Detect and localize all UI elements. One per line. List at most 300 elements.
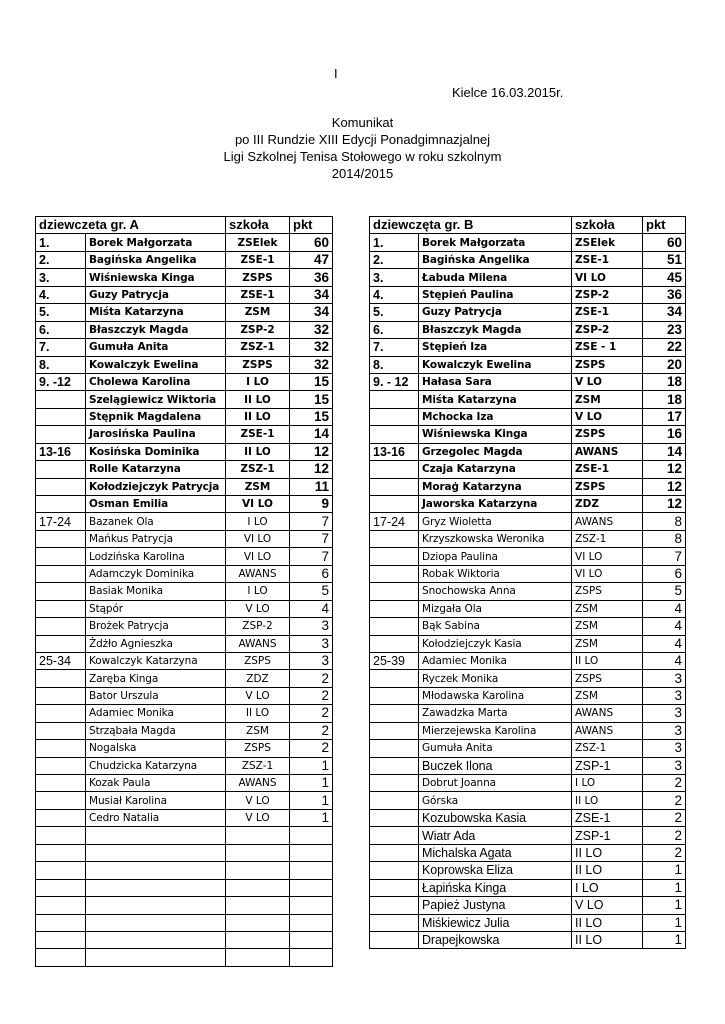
school-cell: V LO (572, 897, 643, 914)
rank-cell (36, 391, 86, 408)
table-row (36, 339, 333, 356)
table-row (370, 775, 686, 792)
points-cell: 11 (290, 478, 333, 495)
rank-cell (36, 408, 86, 425)
school-cell: II LO (226, 391, 290, 408)
points-cell: 8 (643, 513, 686, 530)
table-row (36, 949, 333, 966)
name-cell: Kozak Paula (86, 775, 226, 792)
rank-cell (36, 775, 86, 792)
name-cell: Młodawska Karolina (419, 687, 572, 704)
school-cell: II LO (226, 443, 290, 460)
name-cell: Górska (419, 792, 572, 809)
name-cell: Łabuda Milena (419, 269, 572, 286)
rank-cell (36, 478, 86, 495)
school-cell: I LO (226, 513, 290, 530)
school-cell (226, 862, 290, 879)
rank-cell (370, 565, 419, 582)
name-cell: Krzyszkowska Weronika (419, 530, 572, 547)
rank-cell (36, 461, 86, 478)
name-cell: Nogalska (86, 740, 226, 757)
name-cell: Borek Małgorzata (419, 234, 572, 251)
points-cell: 2 (643, 792, 686, 809)
name-cell: Gumuła Anita (419, 740, 572, 757)
points-cell: 2 (290, 722, 333, 739)
school-cell: AWANS (226, 635, 290, 652)
table-row (36, 304, 333, 321)
points-cell: 7 (643, 548, 686, 565)
rank-cell (36, 722, 86, 739)
school-cell: AWANS (226, 565, 290, 582)
table-row (370, 565, 686, 582)
table-row (370, 286, 686, 303)
header-school: szkoła (572, 217, 643, 234)
points-cell: 9 (290, 496, 333, 513)
name-cell: Kowalczyk Ewelina (419, 356, 572, 373)
points-cell: 18 (643, 391, 686, 408)
name-cell: Kowalczyk Ewelina (86, 356, 226, 373)
rank-cell (36, 949, 86, 966)
table-row (36, 443, 333, 460)
name-cell: Bagińska Angelika (419, 251, 572, 268)
rank-cell (370, 914, 419, 931)
rank-cell (36, 530, 86, 547)
header-points: pkt (290, 217, 333, 234)
table-row (370, 757, 686, 774)
points-cell: 2 (643, 827, 686, 844)
name-cell: Osman Emilia (86, 496, 226, 513)
table-row (370, 931, 686, 948)
school-cell: ZSPS (226, 652, 290, 669)
table-row (370, 792, 686, 809)
group-b-table (369, 216, 686, 949)
school-cell: II LO (572, 792, 643, 809)
table-row (36, 757, 333, 774)
rank-cell (36, 931, 86, 948)
rank-cell: 1. (36, 234, 86, 251)
name-cell: Mierzejewska Karolina (419, 722, 572, 739)
school-cell: ZDZ (572, 496, 643, 513)
table-row (370, 304, 686, 321)
table-row (36, 931, 333, 948)
school-cell: ZSM (226, 304, 290, 321)
table-row (370, 862, 686, 879)
points-cell: 3 (643, 705, 686, 722)
header-group: dziewczęta gr. B (370, 217, 572, 234)
name-cell: Papież Justyna (419, 897, 572, 914)
points-cell (290, 879, 333, 896)
points-cell (290, 949, 333, 966)
name-cell: Kołodziejczyk Patrycja (86, 478, 226, 495)
points-cell: 1 (290, 775, 333, 792)
points-cell: 12 (290, 461, 333, 478)
rank-cell (370, 879, 419, 896)
rank-cell (370, 478, 419, 495)
school-cell (226, 844, 290, 861)
table-row (370, 705, 686, 722)
points-cell: 32 (290, 339, 333, 356)
points-cell: 36 (290, 269, 333, 286)
points-cell: 1 (290, 757, 333, 774)
school-cell: ZSP-2 (226, 618, 290, 635)
points-cell: 15 (290, 373, 333, 390)
name-cell: Gryz Wioletta (419, 513, 572, 530)
header-points: pkt (643, 217, 686, 234)
name-cell: Wiatr Ada (419, 827, 572, 844)
school-cell: ZSPS (572, 670, 643, 687)
rank-cell (36, 687, 86, 704)
points-cell: 32 (290, 356, 333, 373)
school-cell: ZSZ-1 (226, 461, 290, 478)
table-header-row (36, 217, 333, 234)
table-row (370, 635, 686, 652)
table-row (370, 426, 686, 443)
rank-cell (36, 705, 86, 722)
points-cell: 12 (643, 461, 686, 478)
table-row (370, 827, 686, 844)
table-row (370, 722, 686, 739)
table-row (370, 583, 686, 600)
school-cell: V LO (226, 792, 290, 809)
rank-cell (370, 618, 419, 635)
points-cell: 15 (290, 408, 333, 425)
school-cell: AWANS (226, 775, 290, 792)
school-cell: ZSE-1 (226, 426, 290, 443)
points-cell: 22 (643, 339, 686, 356)
table-row (36, 234, 333, 251)
school-cell: I LO (226, 583, 290, 600)
rank-cell: 5. (370, 304, 419, 321)
group-a-table (35, 216, 333, 967)
school-cell: ZSZ-1 (226, 757, 290, 774)
table-row (370, 687, 686, 704)
rank-cell: 25-34 (36, 652, 86, 669)
points-cell: 5 (643, 583, 686, 600)
table-row (370, 844, 686, 861)
table-row (370, 530, 686, 547)
name-cell: Miśta Katarzyna (419, 391, 572, 408)
name-cell: Kowalczyk Katarzyna (86, 652, 226, 669)
points-cell: 3 (643, 722, 686, 739)
table-row (36, 897, 333, 914)
table-row (36, 792, 333, 809)
name-cell: Adamiec Monika (86, 705, 226, 722)
school-cell: I LO (572, 879, 643, 896)
school-cell (226, 914, 290, 931)
school-cell: ZSP-2 (572, 286, 643, 303)
rank-cell (36, 879, 86, 896)
rank-cell (370, 600, 419, 617)
rank-cell (36, 914, 86, 931)
name-cell: Stąpór (86, 600, 226, 617)
name-cell: Hałasa Sara (419, 373, 572, 390)
rank-cell: 3. (36, 269, 86, 286)
points-cell (290, 862, 333, 879)
name-cell: Buczek Ilona (419, 757, 572, 774)
school-cell: V LO (572, 408, 643, 425)
rank-cell: 13-16 (36, 443, 86, 460)
table-row (370, 548, 686, 565)
rank-cell (370, 687, 419, 704)
rank-cell (370, 827, 419, 844)
points-cell: 1 (643, 931, 686, 948)
header-line-3: Ligi Szkolnej Tenisa Stołowego w roku szkolnym (223, 149, 502, 164)
rank-cell (370, 391, 419, 408)
name-cell: Bagińska Angelika (86, 251, 226, 268)
school-cell: ZSE-1 (572, 304, 643, 321)
school-cell: ZSPS (226, 269, 290, 286)
rank-cell (36, 827, 86, 844)
points-cell: 1 (643, 914, 686, 931)
table-row (36, 565, 333, 582)
points-cell: 17 (643, 408, 686, 425)
table-row (36, 373, 333, 390)
table-row (370, 600, 686, 617)
points-cell: 23 (643, 321, 686, 338)
table-row (370, 809, 686, 826)
points-cell: 20 (643, 356, 686, 373)
school-cell: V LO (572, 373, 643, 390)
table-row (36, 356, 333, 373)
points-cell: 18 (643, 373, 686, 390)
rank-cell: 9. -12 (36, 373, 86, 390)
rank-cell: 4. (36, 286, 86, 303)
table-row (370, 373, 686, 390)
points-cell: 4 (643, 618, 686, 635)
school-cell: ZSM (572, 687, 643, 704)
name-cell: Basiak Monika (86, 583, 226, 600)
school-cell: AWANS (572, 722, 643, 739)
name-cell (86, 914, 226, 931)
rank-cell: 17-24 (36, 513, 86, 530)
rank-cell (370, 757, 419, 774)
name-cell: Snochowska Anna (419, 583, 572, 600)
name-cell: Błaszczyk Magda (419, 321, 572, 338)
table-row (36, 914, 333, 931)
school-cell (226, 931, 290, 948)
school-cell: AWANS (572, 513, 643, 530)
dateline: Kielce 16.03.2015r. (452, 85, 564, 100)
school-cell: ZSM (572, 391, 643, 408)
school-cell: I LO (226, 373, 290, 390)
name-cell: Michalska Agata (419, 844, 572, 861)
points-cell: 15 (290, 391, 333, 408)
school-cell: ZSM (572, 635, 643, 652)
rank-cell (370, 670, 419, 687)
name-cell: Bąk Sabina (419, 618, 572, 635)
school-cell: AWANS (572, 443, 643, 460)
table-row (36, 687, 333, 704)
name-cell: Brożek Patrycja (86, 618, 226, 635)
table-row (370, 670, 686, 687)
name-cell: Cedro Natalia (86, 809, 226, 826)
school-cell: ZSP-2 (226, 321, 290, 338)
school-cell: VI LO (226, 530, 290, 547)
points-cell: 51 (643, 251, 686, 268)
points-cell: 14 (643, 443, 686, 460)
points-cell: 6 (643, 565, 686, 582)
header-line-4: 2014/2015 (331, 166, 394, 181)
points-cell: 7 (290, 530, 333, 547)
name-cell: Guzy Patrycja (86, 286, 226, 303)
rank-cell: 8. (36, 356, 86, 373)
name-cell: Guzy Patrycja (419, 304, 572, 321)
rank-cell: 8. (370, 356, 419, 373)
points-cell (290, 827, 333, 844)
table-row (36, 827, 333, 844)
school-cell: ZSPS (572, 478, 643, 495)
rank-cell: 2. (370, 251, 419, 268)
table-row (36, 530, 333, 547)
name-cell: Grzegolec Magda (419, 443, 572, 460)
points-cell: 4 (643, 652, 686, 669)
points-cell: 2 (290, 740, 333, 757)
name-cell: Koprowska Eliza (419, 862, 572, 879)
name-cell: Kozubowska Kasia (419, 809, 572, 826)
name-cell: Adamiec Monika (419, 652, 572, 669)
school-cell: ZSP-2 (572, 321, 643, 338)
name-cell (86, 931, 226, 948)
name-cell: Dziopa Paulina (419, 548, 572, 565)
points-cell: 60 (290, 234, 333, 251)
rank-cell: 7. (370, 339, 419, 356)
points-cell: 5 (290, 583, 333, 600)
school-cell: ZSM (572, 600, 643, 617)
school-cell: II LO (572, 652, 643, 669)
school-cell (226, 897, 290, 914)
school-cell: ZSElek (572, 234, 643, 251)
points-cell: 1 (643, 879, 686, 896)
header-line-1: Komunikat (331, 115, 394, 130)
rank-cell (370, 461, 419, 478)
rank-cell (36, 548, 86, 565)
rank-cell (36, 740, 86, 757)
table-row (370, 339, 686, 356)
points-cell: 8 (643, 530, 686, 547)
table-row (370, 251, 686, 268)
points-cell: 2 (643, 844, 686, 861)
rank-cell (370, 548, 419, 565)
school-cell: ZSP-1 (572, 757, 643, 774)
name-cell: Musiał Karolina (86, 792, 226, 809)
name-cell: Dobrut Joanna (419, 775, 572, 792)
rank-cell (370, 775, 419, 792)
points-cell: 7 (290, 548, 333, 565)
table-row (370, 740, 686, 757)
name-cell: Ryczek Monika (419, 670, 572, 687)
school-cell: ZSPS (572, 356, 643, 373)
points-cell: 12 (643, 478, 686, 495)
rank-cell (370, 722, 419, 739)
rank-cell (370, 583, 419, 600)
rank-cell (370, 897, 419, 914)
rank-cell (36, 757, 86, 774)
school-cell: II LO (572, 862, 643, 879)
rank-cell (370, 496, 419, 513)
rank-cell: 4. (370, 286, 419, 303)
rank-cell (370, 844, 419, 861)
school-cell: ZSPS (572, 583, 643, 600)
points-cell: 3 (643, 740, 686, 757)
points-cell: 36 (643, 286, 686, 303)
name-cell: Kołodziejczyk Kasia (419, 635, 572, 652)
rank-cell: 6. (36, 321, 86, 338)
points-cell: 2 (290, 687, 333, 704)
table-row (370, 234, 686, 251)
name-cell: Jaworska Katarzyna (419, 496, 572, 513)
table-row (36, 496, 333, 513)
table-row (36, 478, 333, 495)
name-cell (86, 879, 226, 896)
points-cell: 2 (643, 775, 686, 792)
table-row (370, 269, 686, 286)
table-row (36, 269, 333, 286)
table-row (36, 809, 333, 826)
points-cell: 3 (643, 687, 686, 704)
table-row (36, 321, 333, 338)
school-cell: II LO (572, 844, 643, 861)
table-row (36, 652, 333, 669)
table-row (36, 844, 333, 861)
name-cell: Stępień Paulina (419, 286, 572, 303)
name-cell (86, 844, 226, 861)
points-cell: 3 (643, 670, 686, 687)
school-cell: ZSE-1 (572, 461, 643, 478)
rank-cell (36, 565, 86, 582)
points-cell: 1 (643, 862, 686, 879)
school-cell (226, 879, 290, 896)
points-cell: 34 (290, 286, 333, 303)
table-row (36, 600, 333, 617)
points-cell: 3 (290, 618, 333, 635)
table-row (36, 775, 333, 792)
name-cell: Bazanek Ola (86, 513, 226, 530)
rank-cell (36, 496, 86, 513)
table-row (36, 461, 333, 478)
school-cell: ZSZ-1 (226, 339, 290, 356)
name-cell: Robak Wiktoria (419, 565, 572, 582)
school-cell: VI LO (572, 565, 643, 582)
points-cell (290, 844, 333, 861)
school-cell: V LO (226, 600, 290, 617)
table-row (370, 513, 686, 530)
points-cell: 4 (290, 600, 333, 617)
rank-cell (36, 809, 86, 826)
points-cell: 12 (643, 496, 686, 513)
table-row (370, 879, 686, 896)
name-cell: Zaręba Kinga (86, 670, 226, 687)
name-cell: Błaszczyk Magda (86, 321, 226, 338)
name-cell: Gumuła Anita (86, 339, 226, 356)
name-cell: Adamczyk Dominika (86, 565, 226, 582)
school-cell: V LO (226, 687, 290, 704)
points-cell: 1 (290, 792, 333, 809)
name-cell: Rolle Katarzyna (86, 461, 226, 478)
header-line-2: po III Rundzie XIII Edycji Ponadgimnazjalnej (234, 132, 491, 147)
school-cell: ZSM (572, 618, 643, 635)
rank-cell (370, 530, 419, 547)
school-cell: VI LO (226, 548, 290, 565)
rank-cell (36, 862, 86, 879)
school-cell: II LO (572, 914, 643, 931)
school-cell: ZSE-1 (572, 251, 643, 268)
rank-cell (370, 426, 419, 443)
rank-cell (370, 635, 419, 652)
school-cell: ZSE-1 (226, 286, 290, 303)
table-row (370, 391, 686, 408)
table-row (370, 478, 686, 495)
name-cell: Jarosińska Paulina (86, 426, 226, 443)
